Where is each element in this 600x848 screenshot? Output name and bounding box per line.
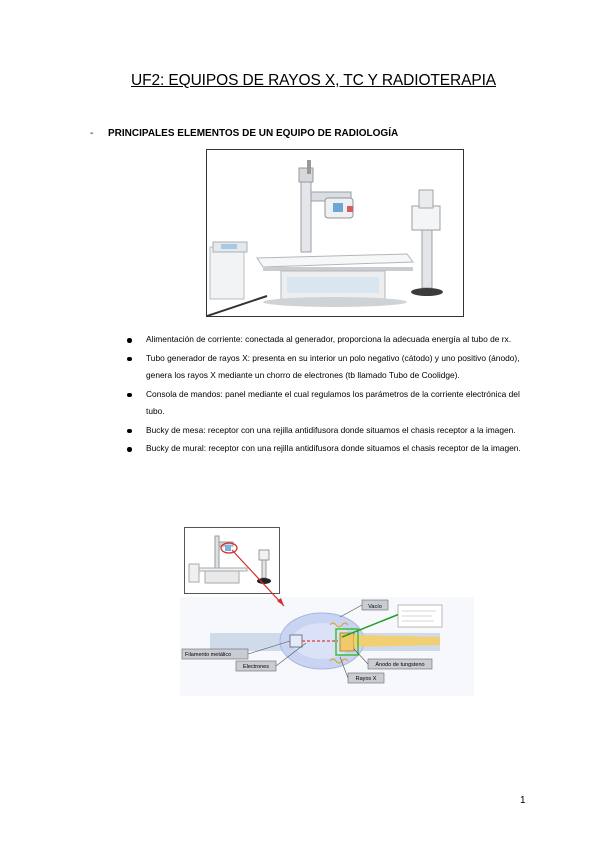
diagram-label-anodo: Ánodo de tungsteno <box>375 662 425 668</box>
section-heading-text: PRINCIPALES ELEMENTOS DE UN EQUIPO DE RADIOLOGÍA <box>108 128 399 139</box>
list-dash: - <box>90 128 94 139</box>
list-item: Bucky de mural: receptor con una rejilla antidifusora donde situamos el chasis receptor de la imagen. <box>127 440 527 458</box>
diagram-label-rayos: Rayos X <box>355 676 377 682</box>
list-item: Tubo generador de rayos X: presenta en su interior un polo negativo (cátodo) y uno positivo (ánodo), genera los rayos X mediante un chorro de electrones (tb llamado Tubo de Coolidge). <box>127 350 527 385</box>
diagram-label-vacio: Vacío <box>368 604 382 610</box>
page-number: 1 <box>520 795 526 806</box>
diagram-label-filamento: Filamento metálico <box>185 652 232 658</box>
list-item: Bucky de mesa: receptor con una rejilla antidifusora donde situamos el chasis receptor a la imagen. <box>127 422 527 440</box>
list-item: Alimentación de corriente: conectada al generador, proporciona la adecuada energía al tubo de rx. <box>127 331 527 349</box>
page-title: UF2: EQUIPOS DE RAYOS X, TC Y RADIOTERAPIA <box>131 72 497 89</box>
list-item: Consola de mandos: panel mediante el cual regulamos los parámetros de la corriente electrónica del tubo. <box>127 386 527 421</box>
diagram-label-electrones: Electrones <box>243 664 269 670</box>
